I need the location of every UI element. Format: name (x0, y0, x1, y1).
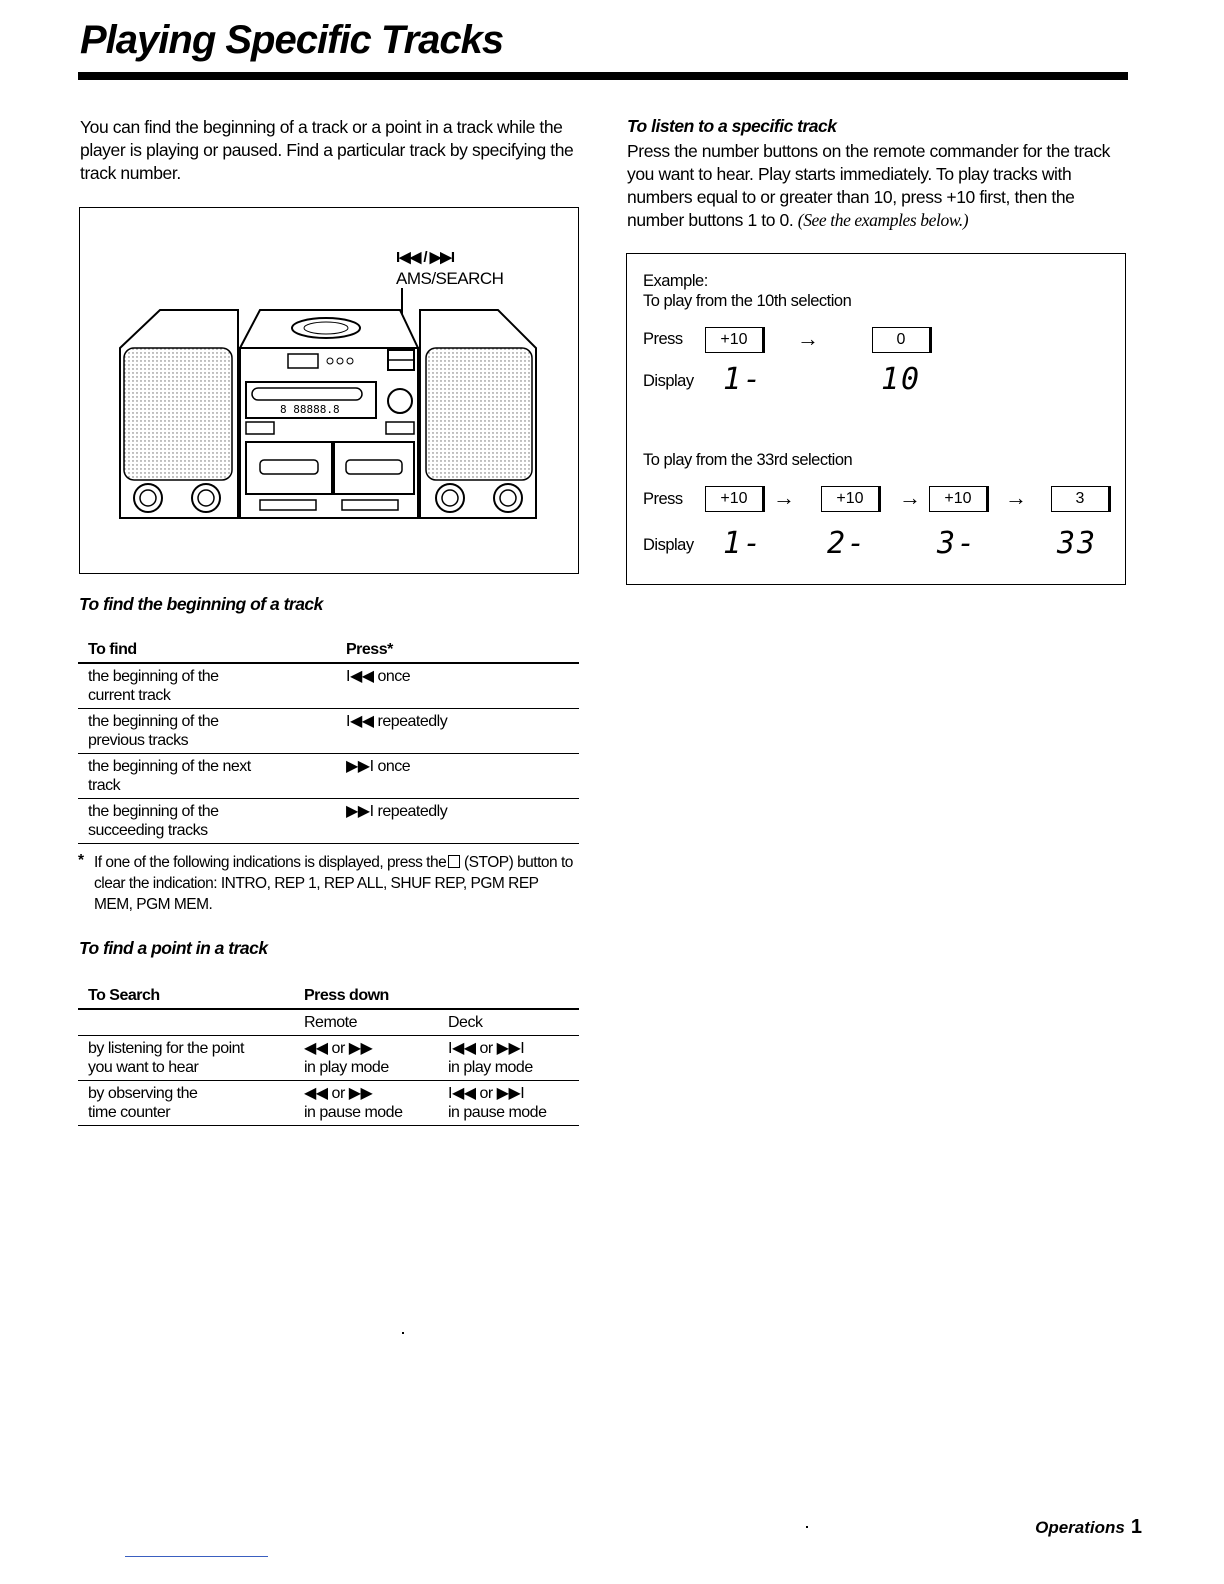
col-press-down: Press down (304, 987, 389, 1004)
press-label: Press (643, 330, 683, 348)
search-cell: time counter (88, 1104, 171, 1121)
find-cell: the beginning of the (88, 713, 219, 730)
press-cell: I◀◀ once (346, 668, 411, 685)
find-cell: current track (88, 687, 171, 704)
link-underline (125, 1556, 268, 1557)
search-cell: you want to hear (88, 1059, 199, 1076)
find-cell: previous tracks (88, 732, 189, 749)
boombox-illustration (80, 208, 578, 573)
left-speaker (120, 310, 238, 518)
listen-text (627, 140, 1127, 232)
arrow-icon: → (773, 485, 795, 510)
find-beginning-table (78, 640, 579, 844)
find-point-heading: To find a point in a track (79, 938, 268, 958)
lcd-display: 1- (723, 526, 764, 561)
footnote-text-a: If one of the following indications is displayed, press the (94, 854, 447, 871)
intro-text: You can find the beginning of a track or a point in a track while the player is playing or paused. Find a particular track by specifying the track number. (80, 117, 574, 183)
table-row (78, 663, 579, 709)
listen-see: (See the examples below.) (797, 210, 969, 230)
plus10-key: +10 (821, 486, 881, 512)
plus10-key: +10 (929, 486, 989, 512)
search-cell: by listening for the point (88, 1040, 244, 1057)
page-title: Playing Specific Tracks (80, 18, 504, 62)
find-beginning-heading: To find the beginning of a track (79, 594, 323, 614)
table-row (78, 799, 579, 844)
right-speaker (420, 310, 536, 518)
find-cell: the beginning of the (88, 668, 219, 685)
col-to-search: To Search (88, 987, 160, 1004)
lcd-display: 33 (1057, 526, 1098, 561)
zero-key: 0 (872, 327, 932, 353)
display-label: Display (643, 372, 694, 390)
boombox-figure (79, 207, 579, 574)
lcd-display: 3- (937, 526, 978, 561)
remote-cell: in pause mode (304, 1104, 403, 1121)
listen-heading: To listen to a specific track (627, 116, 837, 136)
search-cell: by observing the (88, 1085, 198, 1102)
find-cell: the beginning of the (88, 803, 219, 820)
press-label: Press (643, 490, 683, 508)
deck-cell: I◀◀ or ▶▶I (448, 1085, 525, 1102)
example-label: Example: (643, 272, 708, 290)
table-row (78, 1036, 579, 1081)
find-cell: succeeding tracks (88, 822, 208, 839)
footnote-text-b: (STOP) button to clear the indication: INTRO, REP 1, REP ALL, SHUF REP, PGM REP MEM, PGM MEM. (94, 854, 573, 913)
page-footer (1035, 1516, 1142, 1539)
table-row (78, 709, 579, 754)
deck-cell: I◀◀ or ▶▶I (448, 1040, 525, 1057)
scan-dot (402, 1332, 404, 1334)
find-cell: track (88, 777, 121, 794)
press-cell: ▶▶I once (346, 758, 411, 775)
find-cell: the beginning of the next (88, 758, 251, 775)
lcd-display: 2- (827, 526, 868, 561)
press-cell: I◀◀ repeatedly (346, 713, 448, 730)
footnote (78, 852, 578, 915)
svg-text:8 88888.8: 8 88888.8 (280, 403, 340, 416)
stop-icon (448, 855, 460, 868)
table-row (78, 754, 579, 799)
scan-dot (806, 1526, 808, 1528)
remote-cell: ◀◀ or ▶▶ (304, 1040, 373, 1057)
center-unit (240, 310, 418, 518)
lcd-display: 1- (723, 362, 764, 397)
find-point-table (78, 986, 579, 1126)
arrow-icon: → (1005, 485, 1027, 510)
press-cell: ▶▶I repeatedly (346, 803, 448, 820)
lcd-display: 10 (881, 362, 922, 397)
footer-section: Operations (1035, 1518, 1125, 1537)
col-to-find: To find (88, 641, 137, 658)
example2-title: To play from the 33rd selection (643, 451, 853, 469)
example-box (626, 253, 1126, 585)
plus10-key: +10 (705, 327, 765, 353)
deck-cell: in play mode (448, 1059, 533, 1076)
example1-title: To play from the 10th selection (643, 292, 852, 310)
sub-remote: Remote (304, 1014, 358, 1031)
listen-body: Press the number buttons on the remote commander for the track you want to hear. Play starts immediately. To play tracks with numbers equal to or greater than 10, press +10 first, then the number buttons 1 to 0. (627, 141, 1110, 230)
footnote-mark: * (78, 852, 84, 869)
plus10-key: +10 (705, 486, 765, 512)
display-label: Display (643, 536, 694, 554)
arrow-icon: → (797, 326, 819, 351)
remote-cell: ◀◀ or ▶▶ (304, 1085, 373, 1102)
remote-cell: in play mode (304, 1059, 389, 1076)
table-row (78, 1081, 579, 1126)
page-number: 1 (1130, 1516, 1142, 1538)
figure-label-text: AMS/SEARCH (396, 269, 504, 288)
sub-deck: Deck (448, 1014, 483, 1031)
three-key: 3 (1051, 486, 1111, 512)
figure-label-symbols: I◀◀ / ▶▶I (396, 249, 454, 266)
col-press: Press* (346, 641, 393, 658)
deck-cell: in pause mode (448, 1104, 547, 1121)
title-rule (78, 72, 1128, 80)
arrow-icon: → (899, 485, 921, 510)
